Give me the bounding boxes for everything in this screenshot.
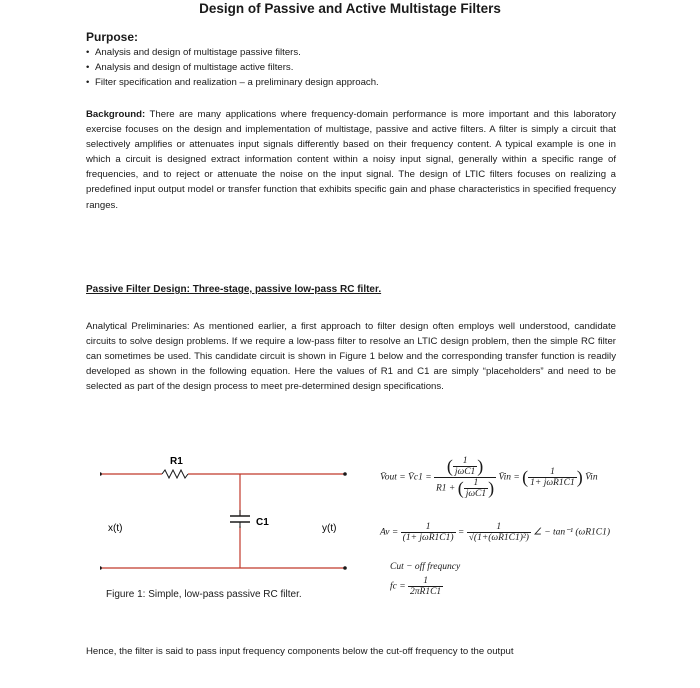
output-ground-terminal: [343, 566, 347, 570]
background-text: There are many applications where frequency-domain performance is more important and this laboratory exercise focuses on the design and implementation of multistage, passive and active filters. A filter is simply a circuit that selectively amplifies or attenuates input signals differently based on their frequency content. A typical example is one in which a circuit is designed extract information content within a noisy input signal, generally within a specific range of frequencies, and to reject or attenuate the noise on the input signal. The design of LTIC filters focuses on realizing a predefined input output model or transfer function that exhibits specific gain and phase characteristics in specified frequency ranges.: [86, 109, 616, 211]
eq2-num1: 1: [401, 522, 456, 533]
background-label: Background:: [86, 109, 146, 120]
fc-num: 1: [408, 576, 443, 587]
c1-label: C1: [256, 517, 269, 528]
eq1-lhs: V̄out = V̄c1 =: [380, 472, 432, 483]
r1-label: R1: [170, 456, 183, 467]
fc-den: 2πR1C1: [410, 587, 442, 597]
analytical-paragraph: Analytical Preliminaries: As mentioned earlier, a first approach to filter design often employs well understood, candidate circuits to solve design problems. If we require a low-pass filter to resolve an LTIC design problem, then the simple RC filter can sometimes be used. This candidate circuit is shown in Figure 1 below and the corresponding transfer function is readily developed as shown in the following equation. Here the values of R1 and C1 are simply “placeholders” and need to be selected as part of the design process to meet pre-determined design specifications.: [86, 321, 616, 393]
eq2-den1: (1+ jωR1C1): [402, 533, 454, 543]
eq1-rhs-one: 1: [528, 467, 577, 478]
eq1-den-one: 1: [464, 478, 488, 489]
bottom-paragraph: Hence, the filter is said to pass input frequency components below the cut-off frequency to the output: [86, 646, 514, 657]
fc-fraction: [408, 576, 443, 597]
equation-voltage-divider: V̄out = V̄c1 = ( $\frac{1}{\text{jωC1}}$ ) R1 + ( $\frac{1}{\text{jωC1}}$ ) V̄in = ( $\frac{1}{\text{1+ jωR1C1}}$ ) V̄in: [380, 456, 598, 499]
input-label: x(t): [108, 523, 123, 534]
eq1-numerator: ( $\frac{1}{\text{jωC1}}$ ): [434, 456, 496, 478]
purpose-item: • Analysis and design of multistage passive filters.: [86, 45, 379, 60]
eq1-den-jwc: jωC1: [465, 489, 487, 499]
input-terminal: [100, 472, 102, 476]
output-label: y(t): [322, 523, 337, 534]
eq1-den-r: R1 +: [435, 483, 456, 494]
eq1-rhs-den: 1+ jωR1C1: [530, 478, 575, 488]
input-ground-terminal: [100, 566, 102, 570]
circuit-wires: [100, 474, 345, 568]
eq1-tail: V̄in: [585, 472, 598, 483]
eq2-angle: ∠ − tan⁻¹ (ωR1C1): [533, 527, 611, 538]
eq1-num-jwc: jωC1: [454, 467, 476, 477]
eq1-mid: V̄in =: [498, 472, 520, 483]
eq1-num-one: 1: [453, 456, 477, 467]
eq2-frac2: [467, 522, 531, 543]
eq2-lhs: Av =: [380, 527, 399, 538]
purpose-list: [86, 45, 379, 90]
capacitor-symbol: [230, 510, 250, 528]
purpose-item: • Filter specification and realization – a preliminary design approach.: [86, 75, 379, 90]
eq2-equals: =: [457, 527, 465, 538]
resistor-symbol: [162, 470, 188, 478]
background-paragraph: [86, 107, 616, 213]
purpose-item: • Analysis and design of multistage active filters.: [86, 60, 379, 75]
equation-gain: [380, 522, 610, 543]
cutoff-label: Cut − off frequncy: [390, 562, 461, 572]
rc-circuit-diagram: [100, 446, 370, 596]
equation-cutoff: [390, 576, 443, 597]
fc-lhs: fc =: [390, 581, 406, 592]
terminals: [100, 472, 347, 570]
figure-caption: Figure 1: Simple, low-pass passive RC filter.: [106, 589, 302, 600]
eq2-frac1: [401, 522, 456, 543]
section-heading: Passive Filter Design: Three-stage, passive low-pass RC filter.: [86, 284, 382, 295]
output-terminal: [343, 472, 347, 476]
transfer-function-equations: [380, 456, 630, 626]
eq2-num2: 1: [467, 522, 531, 533]
purpose-heading: Purpose:: [86, 30, 139, 44]
page-title: Design of Passive and Active Multistage Filters: [199, 1, 501, 16]
eq1-denominator: R1 + ( $\frac{1}{\text{jωC1}}$ ): [435, 478, 495, 499]
eq1-fraction: [434, 456, 496, 499]
eq2-den2: √(1+(ωR1C1)²): [468, 533, 529, 543]
